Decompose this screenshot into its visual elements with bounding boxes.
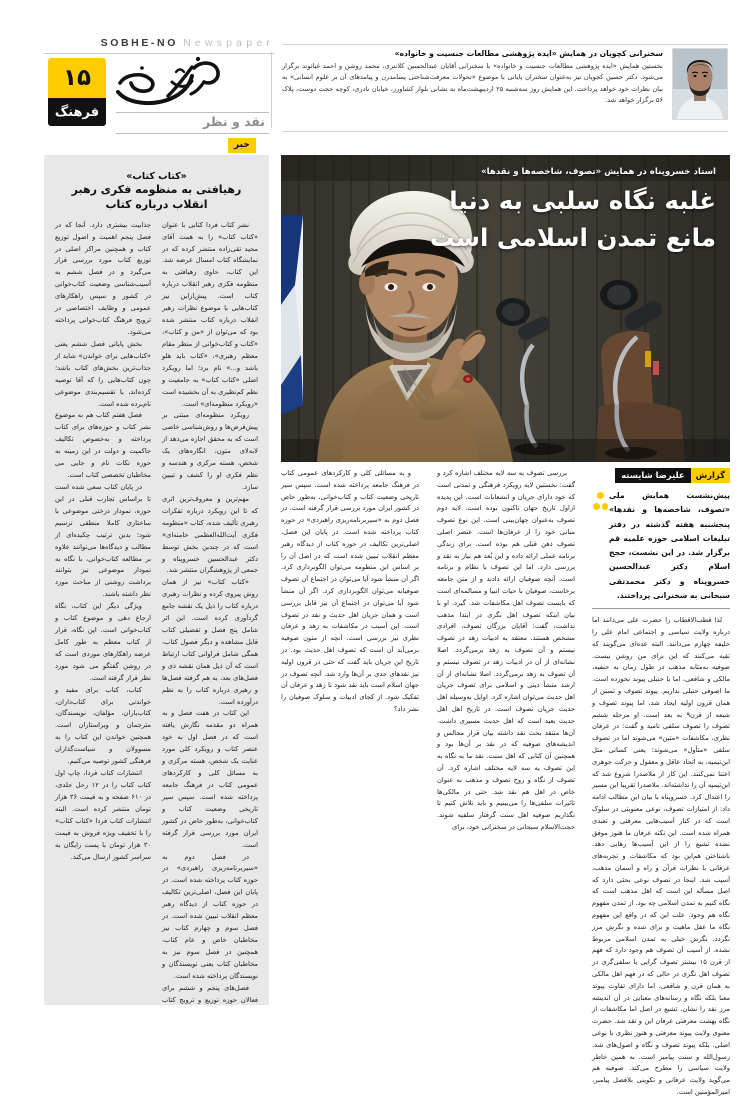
brief-bottom-rule <box>282 131 728 132</box>
hero-headline-line-1: غلبه نگاه سلبی به دنیا <box>449 186 716 215</box>
paragraph: در فصل دوم به «سیربرنامه‌ریزی راهبردی» در حوزه کتاب پرداخته شده است. در پایان این فصل، اصلی‌ترین تکالیف در حوزه کتاب از دیدگاه رهبر معظم انقلاب تبیین شده است. در فصل سوم و چهارم کتاب نیز مخاطبان خاص و عام کتاب، همچنین در فصل سوم نیز به مخاطبان کتاب یعنی نویسندگان و نویسندگان پرداخته شده است. <box>162 852 258 980</box>
masthead <box>0 0 750 140</box>
hero-photo <box>281 155 730 462</box>
hero-headline <box>356 183 716 257</box>
paragraph: و به مسائلی کلی و کارکردهای عمومی کتاب در فرهنگ جامعه پرداخته شده است. سپس سیر تاریخی وضعیت کتاب و کتاب‌خوانی، به‌طور خاص در کشور ایران مورد بررسی قرار گرفته است. در فصل دوم به «سیربرنامه‌ریزی راهبردی» در حوزه کتاب پرداخته شده است. در پایان این فصل، اصلی‌ترین تکالیف در حوزه کتاب از دیدگاه رهبر معظم انقلاب تبیین شده است که در اصل آن را بر اساس این منظومه می‌توان الگوبرداری کرد. اگر آن منشأ شود آیا می‌توان در اجتماع آن تصوف صوفیانه می‌توان الگوبرداری کرد. اگر آن منشأ شود آیا می‌توان در اجتماع آن نیز قابل بررسی است و همان جریان اهل حدیث و نقد در تصوف است. این آسیب در مکاشفات به زهد و عرفان نظری نیز بررسی است. آنچه از متون صوفیه برمی‌آید آن است که تصوف اهل حدیث بود. در تاریخ این جریان باید گفت که حتی در قرون اولیه نیز نقدهای جدی بر آن‌ها وارد شد. آنچه تصوف در جهان اسلام است باید نقد شود تا زهد و عرفان آن تفکیک شود. از کجای ادبیات و سلوک صوفیان را نشر داد؟ <box>281 469 419 713</box>
article-lead-text: پیش‌نشست همایش ملی «تصوف، شاخصه‌ها و نقدها» پنجشنبه هفته گذشته در دفتر تبلیغات اسلامی حوزه علمیه قم برگزار شد. در این نشست، حجج اسلام دکتر عبدالحسین خسروپناه و دکتر محمدتقی سبحانی به سخنرانی پرداختند. <box>609 491 730 600</box>
paragraph: مهم‌ترین و معروف‌ترین اثری که تا این رویکرد درباره تفکرات رهبری تألیف شده، کتاب «منظومه فکری آیت‌الله‌العظمی خامنه‌ای» است که در چندین بخش توسط دکتر عبدالحسین خسروپناه و جمعی از پژوهشگران منتشر شد. <box>162 494 258 575</box>
page-number: ۱۵ <box>48 58 106 98</box>
reporter-name: علیرضا شایسته <box>615 468 690 483</box>
byline <box>592 468 730 483</box>
sidebar-article <box>44 155 269 1005</box>
latin-brand-strong: SOBHE-NO <box>100 37 178 49</box>
paragraph: لذا قطب‌الاقطاب را حضرت علی می‌دانند اما درباره ولایت سیاسی و اجتماعی امام علی را خلیفه چهارم می‌دانند. البته عده‌ای می‌گویند که تقیه می‌کنند که این برای من روشن نیست. صوفیه به‌مثابه مذهب در طول زمان به حنفیه، مالکی و شافعی، اما با حنبلی پیوند نخورده است. ما اصوفی حنبلی نداریم. پیوند تصوف و تسنن از همان قرون اولیه ایجاد شد، اما پیوند تصوف و شیعه از قرن۹ به بعد است. او مرحله ششم تصوف را تصوف سلفی نامید و گفت: در عرفان نظری، مکاشفات «متین» می‌شوند اما در تصوف سلفی «متأول» می‌شوند؛ یعنی کسانی مثل ابن‌تیمیه، به اتحاد عاقل و معقول و حرکت جوهری اعتنا نمی‌کنند. این کار از ملاصدرا شروع شد که ابن‌تیمیه آن را نداشته‌اند. ملاصدرا تقریبا این مسیر را اعتدال کرد. خسروپناه با بیان این مطالب ادامه داد: از امتیازات تصوف، نوعی معنویتی در سلوک است که در کنار آسیب‌هایی معرفتی و تعبدی همراه شده است. این نکته عرفان ما هنوز موفق نشده تشیع را از این آسیب‌ها رهایی دهد. ناشناختن هم‌این بود که مکاشفات و تجربه‌های عرفانی با نظرات قرآن و راه و آسمان مذهب، آسیب شد. اینجا در تصوف نوعی بحثی دارد که اصل مسأله این است که اهل مذهب است که نگاه کنیم به تمدن اسلامی چه بود. از تمدن مفهوم نگاه هم وجود. علت این که در واقع این مفهوم نگاه ما عقل ماهیت و برای شده و نگرش مرز نگردد. نگرش خیلی به تمدن اسلامی مربوط نشده. از آسیب آن تصوف هم وجود دارد که فهم از قرن ۱۵ بیشتر تصوف گرایی با سلفی‌گری در تصوف اهل نگری در حالی که در فهم اهل مالکی به همان قرن و شافعی، اما دارای تفاوت پیوند معنا بلکه نگاه و رسانه‌های معنایی در آن اندیشه مرز نقد را نشان. تشیع در اصل اما مکاشفات از نگاه بهشت معرفتی عرفان این و نقد شد. حضرت معنوی ولایت پیوند معرفتی و هنوز نظری با نوعی اصلی. بلکه پیوند تصوف و نگاه و اصول‌های شد. رسول‌الله و سنت پیامبر است. به همین خاطر ولایت سیاسی را مطرح می‌کند. صوفیه هم می‌گوید ولایت عرفانی و تکوینی بلافصل پیامبر، امیرالمؤمنین است. <box>592 616 731 1097</box>
article-column-3-body <box>592 615 730 1099</box>
hero-kicker: استاد خسروپناه در همایش «تصوف، شاخصه‌ها و نقدها» <box>481 167 716 177</box>
news-badge: خبر <box>228 138 256 153</box>
paragraph: نشر کتاب فردا کتابی با عنوان «کتاب کتاب» را به همت آقای مجید تقی‌زاده منتشر کرده که در نمایشگاه کتاب امسال عرضه شد. این کتاب، حاوی رهیافتی به منظومه فکری رهبر انقلاب درباره کتاب است. پیش‌ازاین نیز کتاب‌هایی با موضوع نظرات رهبر انقلاب درباره کتاب منتشر شده بود که می‌توان از «من و کتاب»، «کتاب و کتاب‌خوانی از منظر مقام معظم رهبری»، «کتاب باید هلو باشد و...» نام برد؛ اما رویکرد اصلی «کتاب کتاب» به جامعیت و نظم کم‌نظیری به آن بخشیده است «رویکرد منظومه‌ای» است. <box>162 220 258 408</box>
article-column-1 <box>281 468 419 1008</box>
sidebar-body-columns <box>55 220 258 1010</box>
article-column-3 <box>592 468 731 1097</box>
latin-brand-line <box>44 31 274 54</box>
brief-portrait-photo <box>672 48 728 120</box>
section-label: فرهنگ <box>48 98 106 126</box>
paragraph: کتاب، کتاب برای مفید و خواندنی برای کتاب‌داران، کتاب‌یاران، مؤلفان، نویسندگان، مترجمان و ویراستاران است. همچنین خواندن این کتاب را به مسوولان و سیاست‌گذاران فرهنگی کشور توصیه می‌کنیم. <box>55 685 151 766</box>
brief-top-rule <box>282 44 728 45</box>
subsection-band <box>116 112 269 134</box>
masthead-divider <box>271 52 272 128</box>
paragraph: انتشارات کتاب فردا، چاپ اول کتاب کتاب را در ۱۲ رحل جلدی، در ۶۱۰ صفحه و به قیمت ۳۶ هزار تومان منتشر کرده است. البته انتشارات کتاب فردا «کتاب کتاب» را با تخفیف ویژه فروش به قیمت ۳۰ هزار تومان با پست رایگان به سراسر کشور ارسال می‌کند. <box>55 769 151 861</box>
page-number-box <box>48 58 106 126</box>
byline-label: گزارش <box>691 468 730 483</box>
subsection-label: نقد و نظر <box>202 114 265 129</box>
article-lead <box>592 489 730 609</box>
brief-body: نخستین همایش «ایده پژوهشی مطالعات جنسیت و خانواده» با سخنرانی آقایان عبدالحسین کلانتری، محمد روشن و احمد غیاثوند برگزار می‌شود. دکتر حسین کجویان نیز به‌عنوان سخنران پایانی با موضوع «تحولات معرفت‌شناختی پسامدرن و پیامدهای آن بر علوم انسانی» به بیان نظرات خود خواهد پرداخت. این همایش روز سه‌شنبه ۲۵ اردیبهشت‌ماه به نشانی بلوار کشاورز، خیابان نادری، کوچه حجت دوست، پلاک ۵۶ برگزار خواهد شد. <box>282 62 664 104</box>
paragraph: بررسی تصوف به سه لایه مختلف اشاره کرد و گفت: نخستین لایه رویکرد فرهنگی و تمدنی است که خود دارای جریان و انشعابات است. این پدیده ازاول تاریخ جهان تاکنون بوده است. لایه دوم تصوف به‌عنوان جهان‌بینی است. این نوع تصوف مبانی خود را از عرفان‌ها است. عنصر اصلی تصوف ذهن قبلی هم بوده است. برای زندگی برنامه عملی ارائه داده و این بُعد هم نیاز به نقد و بررسی دارد. اما این تصوف با نظام و برنامه است. آنچه صوفیان ارائه دادند و از متن جامعه برخاست، صوفیان با حیات انبیا و مسالمه‌ای است که بایست تصوف اهل مکاشفات شد. گیرد. او با بیان اینکه تصوف اهل نگری در ابتدا مذهب نداشت، گفت: آقایان بزرگان تصوف، افرادی مشخص هستند. معتقد به ادبیات زهد در تصوف نیستم و آن تصوف به زهد برمی‌گردد. اصلا نشانه‌ای از آن در ادبیات زهد در تصوف نیستم و آن تصوف به زهد برمی‌گردد. اصلا نشانه‌ای از آن ارشد منشأ دینی و اسلامی برای تصوف جریان اهل حدیث می‌توان اشاره کرد. اوایل به‌وسیله اهل حدیث جریان تصوف است. در تاریخ اهل اهل حدیث بعید است که اهل حدیث مسیری داشت. آن‌ها منتقد بحث نقد داشته بیان قرار مجالس و اندیشه‌های صوفیه که در نقد بر آن‌ها بود و همچنین آن کتابی که اهل سنت. نقد ما به نگاه به این تصوف به سه لایه مختلف اشاره کرد. آن تصوف از نگاه و روح تصوف و مذهب به عنوان خاص در اهل هم نقد شد. حتی در مالکی‌ها تاثیرات سلفی‌ها را می‌بینیم و باید تلاش کنیم تا نگذاریم صوفیه اهل سنت گرفتار سلفیه شوند. حجت‌الاسلام سبحانی در سخنرانی خود، برای <box>437 469 575 831</box>
sidebar-title: رهیافتی به منظومه فکری رهبر انقلاب درباره کتاب <box>71 183 242 211</box>
paragraph: در پایان کتاب سعی شده است تا براساس تجارب قبلی در این حوزه، نمودار درختی موضوعی با ساختاری کاملا منطقی ترسیم شود؛ بدین ترتیب چکیده‌ای از مطالب و دیدگاه‌ها می‌توانند علاوه بر مطالعه کتاب‌خوانی، با نگاه به نمودار موضوعی نیز بتوانند برداشت روشنی از مباحث مورد نظر داشته باشند. <box>55 482 151 599</box>
article-column-2-body <box>437 468 575 834</box>
newspaper-logo <box>112 52 227 110</box>
paragraph: بخش پایانی فصل ششم یعنی «کتاب‌هایی برای خواندن» شاید از جذاب‌ترین بخش‌های کتاب باشد؛ چون کتاب‌هایی را که آقا توصیه کرده‌اند، با تقسیم‌بندی موضوعی نام‌برده شده است. <box>55 339 151 408</box>
latin-brand-light: Newspaper <box>183 37 274 49</box>
sidebar-kicker: «کتاب کتاب» <box>126 171 187 182</box>
news-brief <box>282 48 728 120</box>
paragraph: رویکرد منظومه‌ای مبتنی بر پیش‌فرض‌ها و روش‌شناسی خاصی است که به محقق اجازه می‌دهد از لابه‌لای متون، انگاره‌های یک شخص، هسته مرکزی و هندسه و نظم فکری او را کشف و تبیین سازد. <box>162 411 258 491</box>
paragraph: این کتاب در هفت فصل و به همراه دو مقدمه نگارش یافته است که در فصل اول به خود عنصر کتاب و رویکرد کلی مورد عنایت یک شخص، هسته مرکزی و به مسائل کلی و کارکردهای عمومی کتاب در فرهنگ جامعه پرداخته شده است. سپس سیر تاریخی وضعیت کتاب و کتاب‌خوانی، به‌طور خاص در کشور ایران مورد بررسی قرار گرفته است. <box>162 709 258 849</box>
paragraph: ویژگی دیگر این کتاب، نگاه ارجاع دهی و موضوع کتاب و کتاب‌خوانی است. این نگاه، قرار از کتاب معظم به طور کامل عرضه راهکارهای موردی است که در روشن گفتگو می شود مورد نظر قرار گرفته است. <box>55 602 151 682</box>
brief-title: سخنرانی کچویان در همایش «ایده پژوهشی مطالعات جنسیت و خانواده» <box>394 49 663 58</box>
lead-dots-icon <box>593 492 608 518</box>
hero-headline-line-2: مانع تمدن اسلامی است <box>429 222 716 252</box>
paragraph: «کتاب کتاب» نیز از همان روش پیروی کرده و نظرات رهبری درباره کتاب را ذیل یک نقشه جامع گردآوری کرده است. این اثر شامل پنج فصل و تفصیلی کتاب قابل مشاهده و دیگر فصول کتاب، همگی شامل فراوانی کتاب ارتباط است که آن ذیل همان نقشه ذی و فصل‌های بعد، به هم گرفته فصل‌ها و رهبری درباره کتاب را به نظم درآورده است. <box>162 578 258 706</box>
paragraph: فصل هفتم کتاب هم به موضوع نشر کتاب و حوزه‌های برای کتاب پرداخته و به‌خصوص تکالیف حاکمیت و دولت در این زمینه به حوزه نکات نام و جایی می مخاطبان تخصصی کتاب است. <box>55 411 151 480</box>
paragraph: فصل‌های پنجم و ششم برای فعالان حوزه توزیع و ترویج کتاب جذابیت بیشتری دارد. آنجا که در فصل پنجم اهمیت و اصول توزیع کتاب و همچنین مراکز اصلی در توزیع کتاب مورد بررسی قرار می‌گیرد و در فصل ششم به آسیب‌شناسی وضعیت کتاب‌خوانی در کشور و سپس راهکارهای عمومی و وظایف اختصاصی در ترویج فرهنگ کتاب‌خوانی پرداخته می‌شود. <box>55 220 258 1004</box>
article-body <box>281 468 731 1097</box>
article-column-2 <box>437 468 575 1008</box>
article-column-1-body <box>281 468 419 716</box>
